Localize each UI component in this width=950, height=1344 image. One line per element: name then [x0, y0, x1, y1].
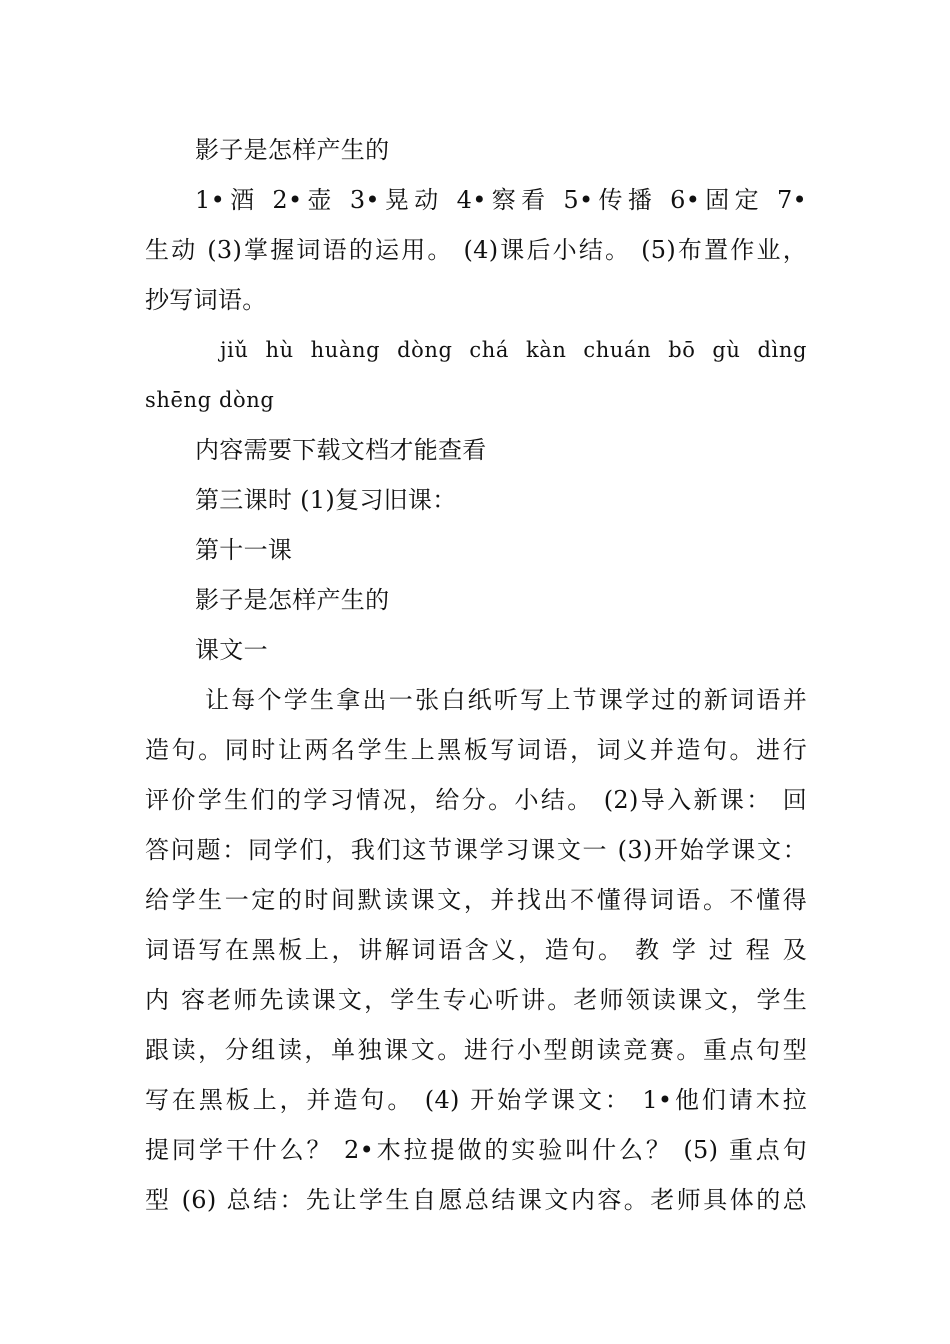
text-one-heading: 课文一 — [195, 636, 268, 664]
body-line: 给学生一定的时间默读课文，并找出不懂得词语。不懂得 — [145, 886, 807, 914]
lesson-period-heading: 第三课时 (1)复习旧课： — [195, 486, 457, 514]
download-notice: 内容需要下载文档才能查看 — [195, 436, 487, 464]
body-line: 答问题：同学们，我们这节课学习课文一 (3)开始学课文： — [145, 836, 807, 864]
pinyin-line: jiǔ hù huàng dòng chá kàn chuán bō gù dìng — [220, 338, 807, 362]
body-line: 写在黑板上，并造句。 (4) 开始学课文： 1•他们请木拉 — [145, 1086, 807, 1114]
body-line: 造句。同时让两名学生上黑板写词语，词义并造句。进行 — [145, 736, 807, 764]
body-line: 型 (6) 总结：先让学生自愿总结课文内容。老师具体的总 — [145, 1186, 807, 1214]
body-line: 跟读，分组读，单独课文。进行小型朗读竞赛。重点句型 — [145, 1036, 807, 1064]
body-line: 让每个学生拿出一张白纸听写上节课学过的新词语并 — [205, 686, 807, 714]
body-line: 提同学干什么？ 2•木拉提做的实验叫什么？ (5) 重点句 — [145, 1136, 807, 1164]
body-line: 词语写在黑板上，讲解词语含义，造句。 教 学 过 程 及 — [145, 936, 807, 964]
body-line: 抄写词语。 — [145, 286, 267, 314]
body-line: 内 容老师先读课文，学生专心听讲。老师领读课文，学生 — [145, 986, 807, 1014]
pinyin-line: shēng dòng — [145, 388, 275, 412]
vocab-list-line: 1•酒 2•壶 3•晃动 4•察看 5•传播 6•固定 7• — [195, 186, 807, 214]
lesson-title-heading: 影子是怎样产生的 — [195, 586, 390, 614]
body-line: 评价学生们的学习情况，给分。小结。 (2)导入新课： 回 — [145, 786, 807, 814]
lesson-number-heading: 第十一课 — [195, 536, 293, 564]
body-line: 生动 (3)掌握词语的运用。 (4)课后小结。 (5)布置作业， — [145, 236, 807, 264]
heading-shadow-origin: 影子是怎样产生的 — [195, 136, 390, 164]
